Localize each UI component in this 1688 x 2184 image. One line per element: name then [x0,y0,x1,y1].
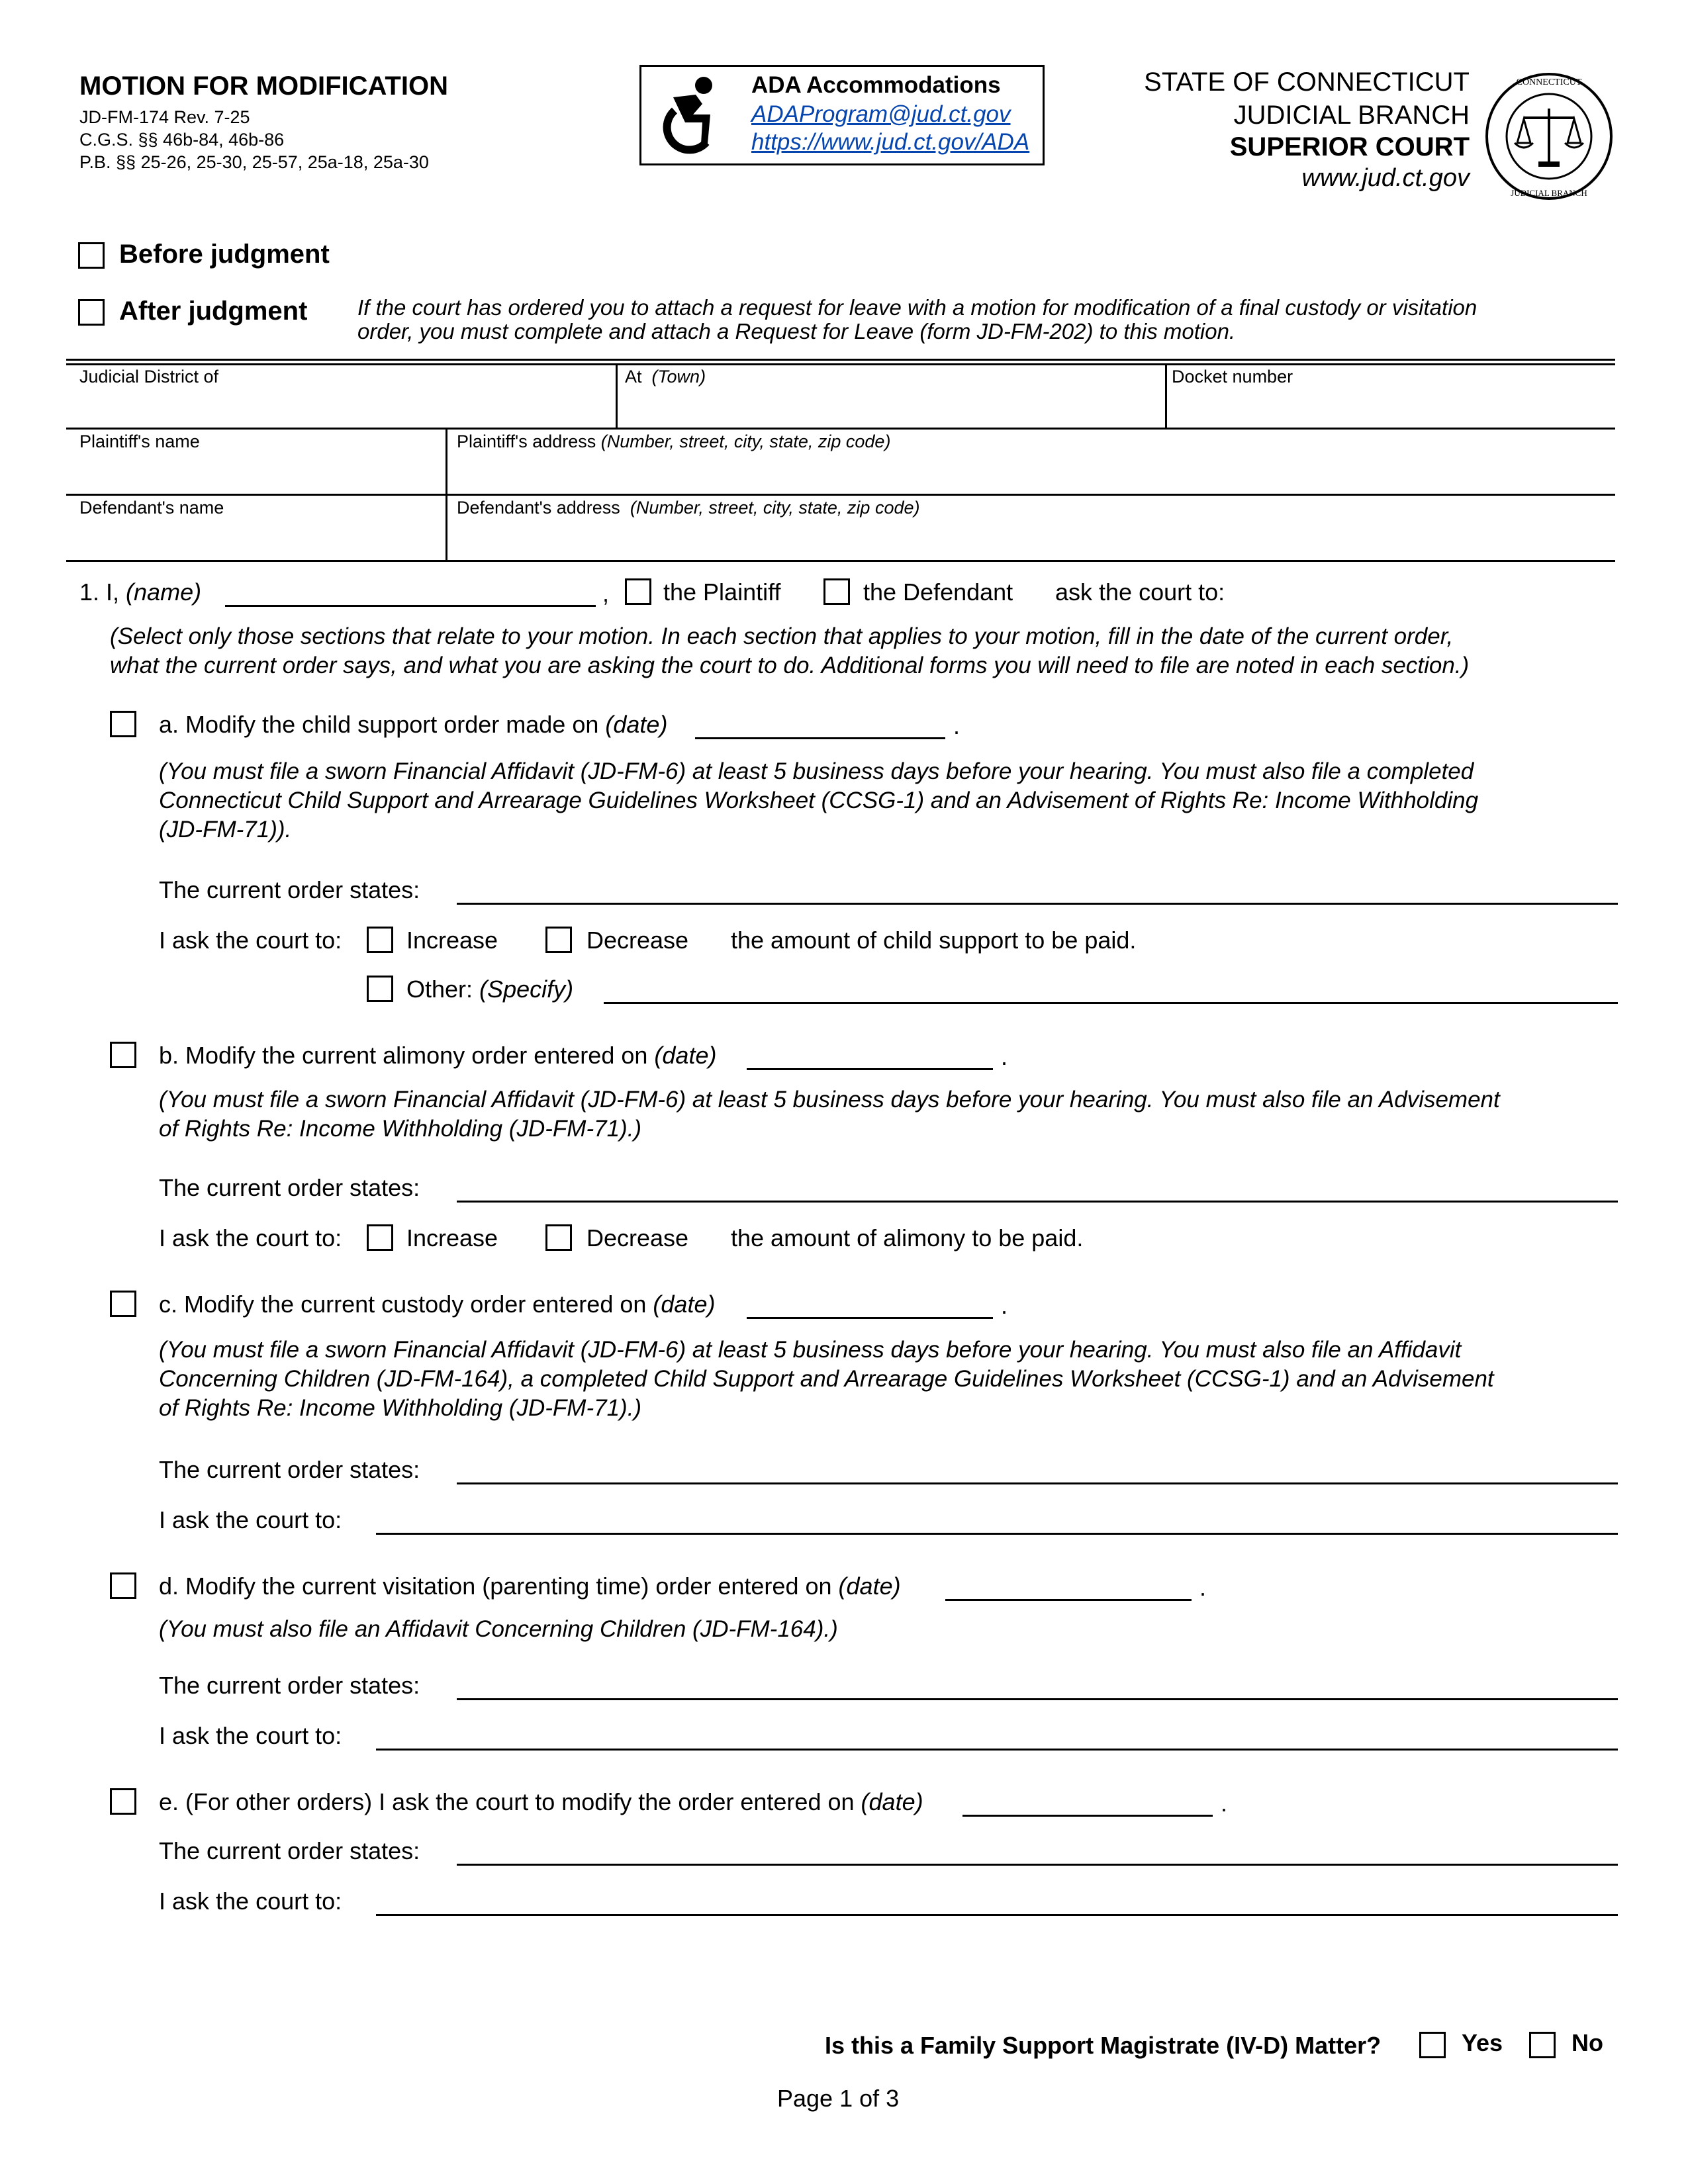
section-a-decrease-checkbox[interactable] [545,927,572,953]
docket-number-label: Docket number [1172,367,1293,387]
section-b-current-order-label: The current order states: [159,1174,420,1201]
town-label: At (Town) [625,367,706,387]
section-c-ask-field[interactable] [376,1533,1618,1535]
section-d-current-order-field[interactable] [457,1698,1618,1700]
section-a-note-1: (You must file a sworn Financial Affidavit (JD-FM-6) at least 5 business days before your hearing. You must also file a completed [159,758,1474,784]
section-c-label: c. Modify the current custody order entered on (date) [159,1291,716,1318]
section-d-ask-field[interactable] [376,1749,1618,1751]
section-b-label: b. Modify the current alimony order entered on (date) [159,1042,717,1069]
section-c-ask-label: I ask the court to: [159,1506,342,1533]
section-b-note-2: of Rights Re: Income Withholding (JD-FM-71).) [159,1116,642,1142]
iv-d-no-checkbox[interactable] [1529,2032,1556,2058]
section-a-label: a. Modify the child support order made on (date) [159,711,668,738]
after-judgment-checkbox[interactable] [78,299,105,326]
after-judgment-note-1: If the court has ordered you to attach a request for leave with a motion for modification of a final custody or visitation [357,295,1477,320]
ada-title: ADA Accommodations [751,72,1001,98]
section-e-ask-label: I ask the court to: [159,1888,342,1915]
defendant-option-label: the Defendant [863,578,1013,606]
section-b-amount-text: the amount of alimony to be paid. [731,1224,1084,1251]
section-b-checkbox[interactable] [110,1042,136,1068]
section-b-increase-checkbox[interactable] [367,1224,393,1251]
section-a-other-checkbox[interactable] [367,976,393,1002]
judicial-seal-icon [1483,70,1615,203]
section-a-increase-label: Increase [406,927,498,954]
iv-d-yes-checkbox[interactable] [1419,2032,1446,2058]
section-e-current-order-label: The current order states: [159,1837,420,1864]
section-d-checkbox[interactable] [110,1572,136,1599]
defendant-address-field[interactable] [450,516,1609,556]
section-e-ask-field[interactable] [376,1914,1618,1916]
form-title: MOTION FOR MODIFICATION [79,71,448,101]
item1-instructions-2: what the current order says, and what you are asking the court to do. Additional forms you will need to file are noted in each section.) [110,653,1470,678]
section-b-note-1: (You must file a sworn Financial Affidavit (JD-FM-6) at least 5 business days before your hearing. You must also file an Advisement [159,1087,1500,1113]
section-a-date-field[interactable] [695,737,945,739]
section-b-increase-label: Increase [406,1224,498,1251]
plaintiff-address-label: Plaintiff's address (Number, street, city, state, zip code) [457,432,891,451]
section-e-label: e. (For other orders) I ask the court to modify the order entered on (date) [159,1788,923,1815]
section-a-other-label: Other: (Specify) [406,976,574,1003]
judicial-district-field[interactable] [70,384,613,424]
item1-prefix: 1. I, (name) [79,578,202,606]
defendant-name-field[interactable] [70,516,441,556]
defendant-name-label: Defendant's name [79,498,224,518]
plaintiff-address-field[interactable] [450,450,1609,490]
page-number: Page 1 of 3 [777,2085,900,2112]
after-judgment-label: After judgment [119,296,308,326]
section-e-date-field[interactable] [962,1815,1213,1817]
ada-email-link[interactable]: ADAProgram@jud.ct.gov [751,101,1011,127]
plaintiff-name-label: Plaintiff's name [79,432,200,451]
section-d-ask-label: I ask the court to: [159,1722,342,1749]
section-d-date-field[interactable] [945,1599,1192,1601]
iv-d-no-label: No [1571,2029,1603,2056]
section-a-amount-text: the amount of child support to be paid. [731,927,1137,954]
section-c-note-3: of Rights Re: Income Withholding (JD-FM-71).) [159,1395,642,1421]
docket-number-field[interactable] [1169,384,1613,424]
item1-instructions-1: (Select only those sections that relate to your motion. In each section that applies to your motion, fill in the date of the current order, [110,623,1454,649]
svg-text:JUDICIAL BRANCH: JUDICIAL BRANCH [1511,188,1587,198]
section-b-decrease-label: Decrease [586,1224,689,1251]
section-a-decrease-label: Decrease [586,927,689,954]
court-website: www.jud.ct.gov [1301,164,1470,192]
section-a-current-order-label: The current order states: [159,876,420,903]
form-statutes: C.G.S. §§ 46b-84, 46b-86 [79,130,285,150]
section-c-note-1: (You must file a sworn Financial Affidavit (JD-FM-6) at least 5 business days before your hearing. You must also file an Affidavit [159,1337,1462,1363]
section-b-date-field[interactable] [747,1068,993,1070]
section-a-current-order-field[interactable] [457,903,1618,905]
section-e-checkbox[interactable] [110,1788,136,1815]
section-a-increase-checkbox[interactable] [367,927,393,953]
court-branch: JUDICIAL BRANCH [1233,101,1470,130]
section-c-checkbox[interactable] [110,1291,136,1317]
section-c-current-order-field[interactable] [457,1482,1618,1484]
form-id: JD-FM-174 Rev. 7-25 [79,107,250,127]
accessibility-icon [655,75,727,157]
section-a-note-2: Connecticut Child Support and Arrearage Guidelines Worksheet (CCSG-1) and an Advisement of Rights Re: Income Withholding [159,788,1479,813]
svg-text:CONNECTICUT: CONNECTICUT [1516,77,1582,87]
ada-website-link[interactable]: https://www.jud.ct.gov/ADA [751,129,1030,155]
ask-court-label: ask the court to: [1055,578,1225,606]
plaintiff-option-label: the Plaintiff [663,578,781,606]
iv-d-yes-label: Yes [1462,2029,1503,2056]
judicial-district-label: Judicial District of [79,367,219,387]
section-a-other-field[interactable] [604,1002,1618,1004]
defendant-checkbox[interactable] [823,578,850,605]
ada-box [639,65,1045,165]
section-b-current-order-field[interactable] [457,1201,1618,1203]
section-b-decrease-checkbox[interactable] [545,1224,572,1251]
defendant-address-label: Defendant's address (Number, street, city, state, zip code) [457,498,920,518]
plaintiff-name-field[interactable] [70,450,441,490]
section-b-ask-label: I ask the court to: [159,1224,342,1251]
section-a-ask-label: I ask the court to: [159,927,342,954]
section-a-note-3: (JD-FM-71)). [159,817,292,842]
section-d-current-order-label: The current order states: [159,1672,420,1699]
court-name: SUPERIOR COURT [1229,132,1470,161]
section-c-date-field[interactable] [747,1317,993,1319]
before-judgment-label: Before judgment [119,240,330,269]
before-judgment-checkbox[interactable] [78,242,105,269]
plaintiff-checkbox[interactable] [625,578,651,605]
iv-d-question: Is this a Family Support Magistrate (IV-D) Matter? [825,2032,1382,2059]
after-judgment-note-2: order, you must complete and attach a Request for Leave (form JD-FM-202) to this motion. [357,319,1236,343]
section-d-label: d. Modify the current visitation (parenting time) order entered on (date) [159,1572,901,1600]
applicant-name-field[interactable] [225,605,596,607]
section-d-note-1: (You must also file an Affidavit Concerning Children (JD-FM-164).) [159,1616,838,1642]
form-practice-book: P.B. §§ 25-26, 25-30, 25-57, 25a-18, 25a-30 [79,152,429,172]
section-a-checkbox[interactable] [110,711,136,737]
town-field[interactable] [620,384,1162,424]
section-e-current-order-field[interactable] [457,1864,1618,1866]
section-c-current-order-label: The current order states: [159,1456,420,1483]
court-state: STATE OF CONNECTICUT [1144,68,1470,97]
section-c-note-2: Concerning Children (JD-FM-164), a completed Child Support and Arrearage Guidelines Worksheet (CCSG-1) and an Advisement [159,1366,1494,1392]
